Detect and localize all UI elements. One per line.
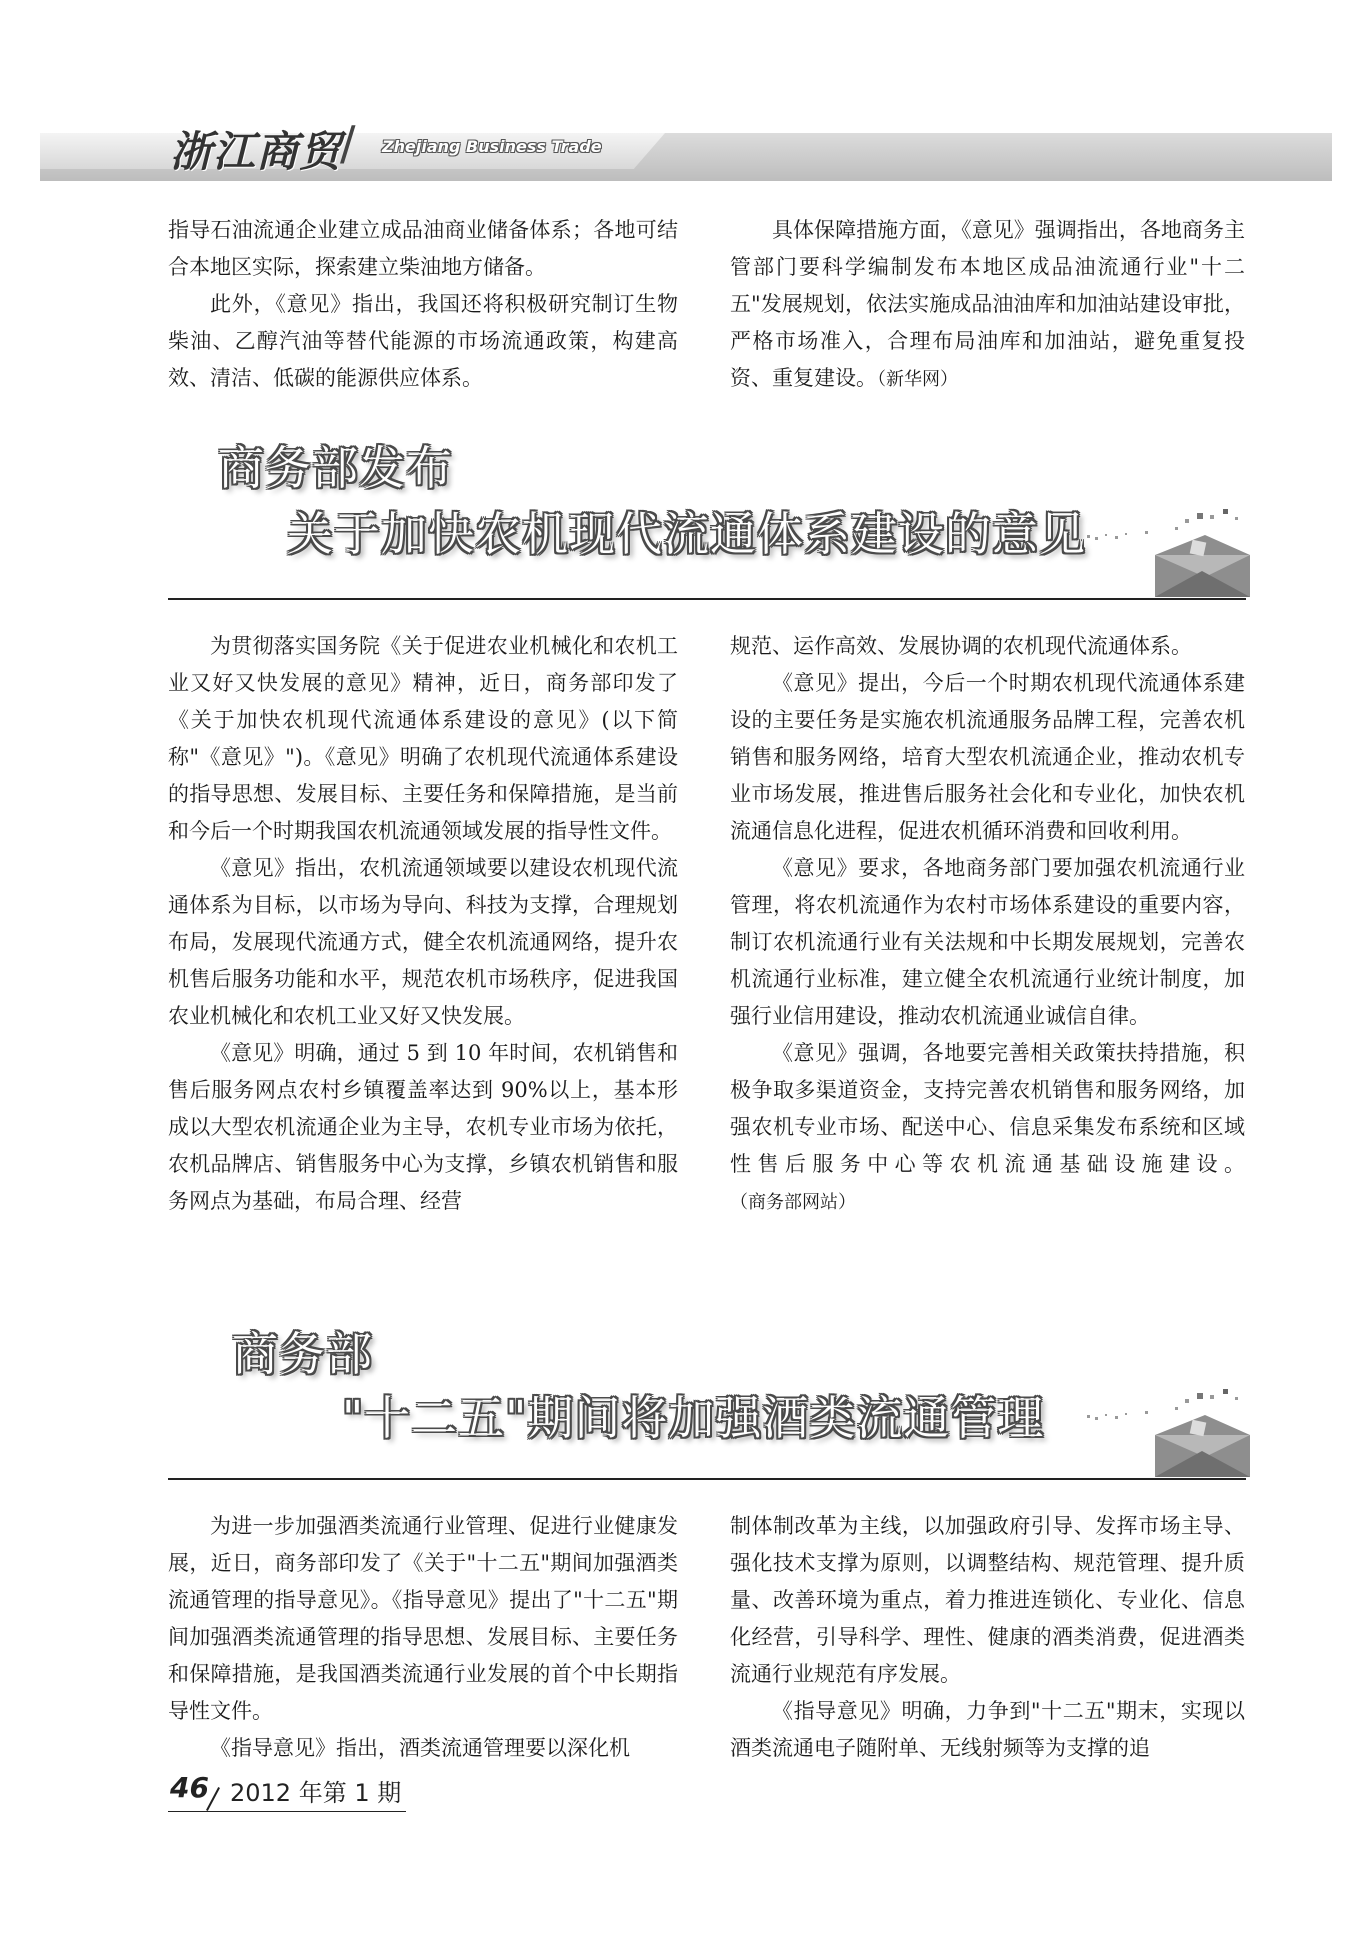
page-number: 46 [170, 1771, 209, 1804]
article2-title-line2: 关于加快农机现代流通体系建设的意见 [287, 507, 1086, 561]
footer-rule [168, 1811, 406, 1812]
paragraph: 制体制改革为主线，以加强政府引导、发挥市场主导、强化技术支撑为原则，以调整结构、规范管理、提升质量、改善环境为重点，着力推进连锁化、专业化、信息化经营，引导科学、理性、健康的酒类消费，促进酒类流通行业规范有序发展。 [730, 1514, 1245, 1686]
paragraph: 为进一步加强酒类流通行业管理、促进行业健康发展，近日，商务部印发了《关于"十二五"期间加强酒类流通管理的指导意见》。《指导意见》提出了"十二五"期间加强酒类流通管理的指导思想、发展目标、主要任务和保障措施，是我国酒类流通行业发展的首个中长期指导性文件。 [168, 1514, 678, 1723]
magazine-english-title: Zhejiang Business Trade [382, 137, 602, 156]
paragraph: 《指导意见》指出，酒类流通管理要以深化机 [210, 1736, 630, 1760]
article2-left-column [168, 628, 678, 1220]
paragraph: 指导石油流通企业建立成品油商业储备体系；各地可结合本地区实际，探索建立柴油地方储备。 [168, 218, 678, 279]
article3-title-line2: "十二五"期间将加强酒类流通管理 [342, 1391, 1045, 1445]
paragraph: 《意见》强调，各地要完善相关政策扶持措施，积极争取多渠道资金，支持完善农机销售和服务网络，加强农机专业市场、配送中心、信息采集发布系统和区域性售后服务中心等农机流通基础设施建设。（商务部网站） [730, 1041, 1245, 1213]
article3-left-column [168, 1508, 678, 1767]
source-attribution: （商务部网站） [730, 1192, 856, 1213]
source-attribution: （新华网） [877, 369, 958, 390]
paragraph: 《意见》指出，农机流通领域要以建设农机现代流通体系为目标，以市场为导向、科技为支撑，合理规划布局，发展现代流通方式，健全农机流通网络，提升农机售后服务功能和水平，规范农机市场秩序，促进我国农业机械化和农机工业又好又快发展。 [168, 856, 678, 1028]
article2-right-column [730, 628, 1245, 1221]
paragraph: 具体保障措施方面，《意见》强调指出，各地商务主管部门要科学编制发布本地区成品油流通行业"十二五"发展规划，依法实施成品油油库和加油站建设审批，严格市场准入，合理布局油库和加油站，避免重复投资、重复建设。（新华网） [730, 218, 1245, 390]
issue-label: 2012 年第 1 期 [230, 1779, 402, 1807]
article3-right-column [730, 1508, 1245, 1767]
paragraph: 《意见》提出，今后一个时期农机现代流通体系建设的主要任务是实施农机流通服务品牌工程，完善农机销售和服务网络，培育大型农机流通企业，推动农机专业市场发展，推进售后服务社会化和专业化，加快农机流通信息化进程，促进农机循环消费和回收利用。 [730, 671, 1245, 843]
envelope-decoration-icon-2 [1085, 1385, 1250, 1480]
article3-divider [168, 1478, 1246, 1480]
article1-left-column [168, 212, 678, 397]
article3-title-line1: 商务部 [232, 1327, 373, 1381]
paragraph: 《意见》要求，各地商务部门要加强农机流通行业管理，将农机流通作为农村市场体系建设的重要内容，制订农机流通行业有关法规和中长期发展规划，完善农机流通行业标准，建立健全农机流通行业统计制度，加强行业信用建设，推动农机流通业诚信自律。 [730, 856, 1245, 1028]
paragraph: 《指导意见》明确，力争到"十二五"期末，实现以酒类流通电子随附单、无线射频等为支撑的追 [730, 1699, 1245, 1760]
paragraph: 为贯彻落实国务院《关于促进农业机械化和农机工业又好又快发展的意见》精神，近日，商务部印发了《关于加快农机现代流通体系建设的意见》(以下简称"《意见》")。《意见》明确了农机现代流通体系建设的指导思想、发展目标、主要任务和保障措施，是当前和今后一个时期我国农机流通领域发展的指导性文件。 [168, 634, 678, 843]
article2-title-line1: 商务部发布 [218, 441, 453, 495]
paragraph: 《意见》明确，通过 5 到 10 年时间，农机销售和售后服务网点农村乡镇覆盖率达到 90%以上，基本形成以大型农机流通企业为主导，农机专业市场为依托，农机品牌店、销售服务中心为支撑，乡镇农机销售和服务网点为基础，布局合理、经营 [168, 1041, 678, 1213]
article2-divider [168, 598, 1246, 600]
envelope-decoration-icon [1085, 505, 1250, 600]
paragraph: 规范、运作高效、发展协调的农机现代流通体系。 [730, 634, 1192, 658]
article1-right-column [730, 212, 1245, 398]
magazine-logo: 浙江商贸 [170, 127, 343, 176]
paragraph: 此外，《意见》指出，我国还将积极研究制订生物柴油、乙醇汽油等替代能源的市场流通政策，构建高效、清洁、低碳的能源供应体系。 [168, 292, 678, 390]
header-slash: / [340, 116, 356, 170]
